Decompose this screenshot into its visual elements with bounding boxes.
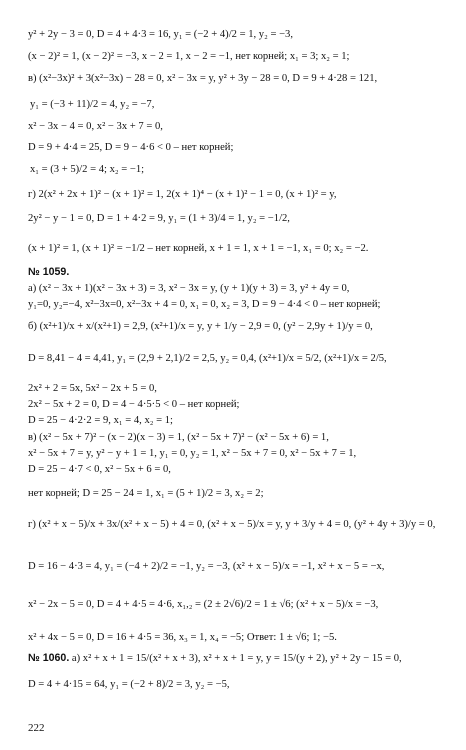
solution-line: y₁=0, y₂=−4, x²−3x=0, x²−3x + 4 = 0, x₁ = 0, x₂ = 3, D = 9 − 4·4 < 0 – нет корней; (28, 299, 381, 310)
solution-line: (x + 1)² = 1, (x + 1)² = −1/2 – нет корней, x + 1 = 1, x + 1 = −1, x₁ = 0; x₂ = −2. (28, 243, 369, 254)
solution-line: y₁ = (−3 + 11)/2 = 4, y₂ = −7, (30, 99, 155, 110)
solution-line: D = 16 − 4·3 = 4, y₁ = (−4 + 2)/2 = −1, y₂ = −3, (x² + x − 5)/x = −1, x² + x − 5 = −x, (28, 561, 385, 572)
solution-line: нет корней; D = 25 − 24 = 1, x₁ = (5 + 1)/2 = 3, x₂ = 2; (28, 488, 264, 499)
solution-line: 2y² − y − 1 = 0, D = 1 + 4·2 = 9, y₁ = (1 + 3)/4 = 1, y₂ = −1/2, (28, 213, 290, 224)
solution-line: 2x² + 2 = 5x, 5x² − 2x + 5 = 0, (28, 383, 157, 394)
solution-line: x² − 2x − 5 = 0, D = 4 + 4·5 = 4·6, x₁,₂ = (2 ± 2√6)/2 = 1 ± √6; (x² + x − 5)/x = −3, (28, 599, 379, 610)
solution-line: (x − 2)² = 1, (x − 2)² = −3, x − 2 = 1, x − 2 = −1, нет корней; x₁ = 3; x₂ = 1; (28, 51, 350, 62)
solution-line: x₁ = (3 + 5)/2 = 4; x₂ = −1; (30, 164, 145, 175)
solution-line: г) 2(x² + 2x + 1)² − (x + 1)² = 1, 2(x + 1)⁴ − (x + 1)² − 1 = 0, (x + 1)² = y, (28, 189, 337, 200)
solution-line: x² − 5x + 7 = y, y² − y + 1 = 1, y₁ = 0, y₂ = 1, x² − 5x + 7 = 0, x² − 5x + 7 = 1, (28, 448, 357, 459)
solution-line: в) (x²−3x)² + 3(x²−3x) − 28 = 0, x² − 3x = y, y² + 3y − 28 = 0, D = 9 + 4·28 = 121, (28, 73, 378, 84)
solution-line: № 1060. а) x² + x + 1 = 15/(x² + x + 3), x² + x + 1 = y, y = 15/(y + 2), y² + 2y − 15 = 0, (28, 652, 402, 664)
solution-line: x² − 3x − 4 = 0, x² − 3x + 7 = 0, (28, 121, 163, 132)
solution-line: б) (x²+1)/x + x/(x²+1) = 2,9, (x²+1)/x = y, y + 1/y − 2,9 = 0, (y² − 2,9y + 1)/y = 0, (28, 321, 373, 332)
solution-line: г) (x² + x − 5)/x + 3x/(x² + x − 5) + 4 = 0, (x² + x − 5)/x = y, y + 3/y + 4 = 0, (y² + 4y + 3)/y = 0, (28, 519, 436, 530)
page-number: 222 (28, 722, 45, 734)
solution-line: D = 25 − 4·2·2 = 9, x₁ = 4, x₂ = 1; (28, 415, 173, 426)
solution-line: D = 8,41 − 4 = 4,41, y₁ = (2,9 + 2,1)/2 = 2,5, y₂ = 0,4, (x²+1)/x = 5/2, (x²+1)/x = 2/5, (28, 353, 387, 364)
solution-line: D = 25 − 4·7 < 0, x² − 5x + 6 = 0, (28, 464, 171, 475)
solution-line: x² + 4x − 5 = 0, D = 16 + 4·5 = 36, x₃ = 1, x₄ = −5; Ответ: 1 ± √6; 1; −5. (28, 632, 337, 643)
problem-number: № 1059. (28, 266, 70, 278)
solution-line: D = 4 + 4·15 = 64, y₁ = (−2 + 8)/2 = 3, y₂ = −5, (28, 679, 230, 690)
solution-line: D = 9 + 4·4 = 25, D = 9 − 4·6 < 0 – нет корней; (28, 142, 234, 153)
solution-line: в) (x² − 5x + 7)² − (x − 2)(x − 3) = 1, (x² − 5x + 7)² − (x² − 5x + 6) = 1, (28, 432, 329, 443)
solution-line: а) (x² − 3x + 1)(x² − 3x + 3) = 3, x² − 3x = y, (y + 1)(y + 3) = 3, y² + 4y = 0, (28, 283, 350, 294)
solution-line: 2x² − 5x + 2 = 0, D = 4 − 4·5·5 < 0 – нет корней; (28, 399, 240, 410)
solution-line: y² + 2y − 3 = 0, D = 4 + 4·3 = 16, y₁ = (−2 + 4)/2 = 1, y₂ = −3, (28, 29, 293, 40)
